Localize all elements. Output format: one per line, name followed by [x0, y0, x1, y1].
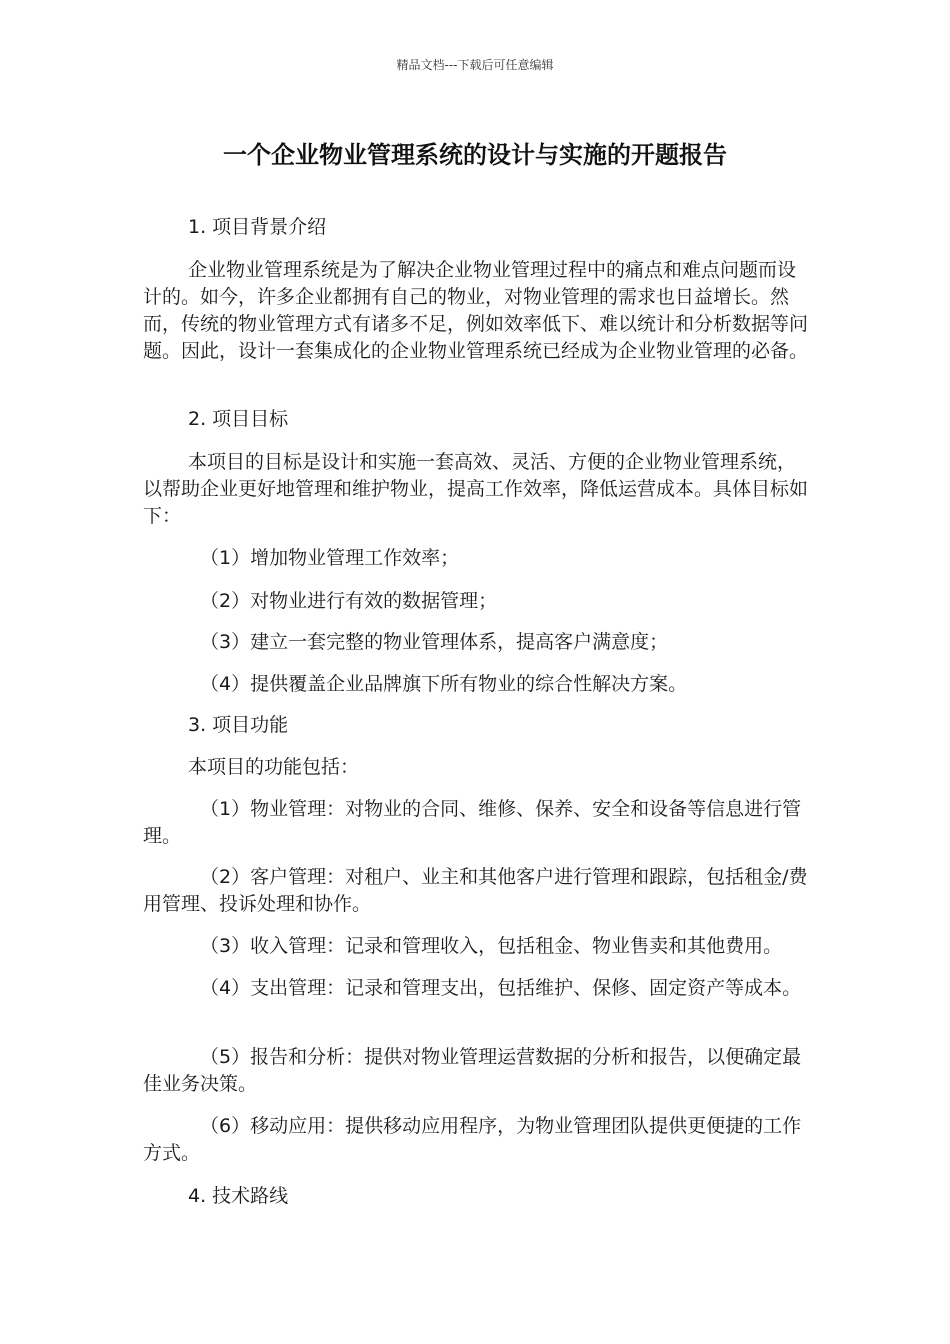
goal-item-4: （4）提供覆盖企业品牌旗下所有物业的综合性解决方案。 — [200, 673, 688, 695]
goal-item-1: （1）增加物业管理工作效率； — [200, 547, 460, 569]
section-2-paragraph: 本项目的目标是设计和实施一套高效、灵活、方便的企业物业管理系统，以帮助企业更好地管理和维护物业，提高工作效率，降低运营成本。具体目标如下： — [143, 451, 809, 527]
page-header: 精品文档---下载后可任意编辑 — [396, 58, 554, 72]
section-1-heading: 1. 项目背景介绍 — [188, 216, 327, 238]
function-item-1: （1）物业管理：对物业的合同、维修、保养、安全和设备等信息进行管理。 — [143, 798, 802, 847]
function-item-4: （4）支出管理：记录和管理支出，包括维护、保修、固定资产等成本。 — [200, 977, 802, 999]
goal-item-3: （3）建立一套完整的物业管理体系，提高客户满意度； — [200, 631, 669, 653]
section-2-heading: 2. 项目目标 — [188, 408, 289, 430]
function-item-5: （5）报告和分析：提供对物业管理运营数据的分析和报告，以便确定最佳业务决策。 — [143, 1046, 802, 1095]
section-4-heading: 4. 技术路线 — [188, 1185, 289, 1207]
document-title: 一个企业物业管理系统的设计与实施的开题报告 — [223, 141, 727, 169]
function-item-3: （3）收入管理：记录和管理收入，包括租金、物业售卖和其他费用。 — [200, 935, 783, 957]
goal-item-2: （2）对物业进行有效的数据管理； — [200, 590, 498, 612]
section-3-heading: 3. 项目功能 — [188, 714, 289, 736]
section-1-paragraph: 企业物业管理系统是为了解决企业物业管理过程中的痛点和难点问题而设计的。如今，许多企业都拥有自己的物业，对物业管理的需求也日益增长。然而，传统的物业管理方式有诸多不足，例如效率低下、难以统计和分析数据等问题。因此，设计一套集成化的企业物业管理系统已经成为企业物业管理的必备。 — [143, 259, 809, 362]
function-item-2: （2）客户管理：对租户、业主和其他客户进行管理和跟踪，包括租金/费用管理、投诉处理和协作。 — [143, 866, 808, 915]
section-3-intro: 本项目的功能包括： — [188, 756, 360, 778]
function-item-6: （6）移动应用：提供移动应用程序，为物业管理团队提供更便捷的工作方式。 — [143, 1115, 802, 1164]
